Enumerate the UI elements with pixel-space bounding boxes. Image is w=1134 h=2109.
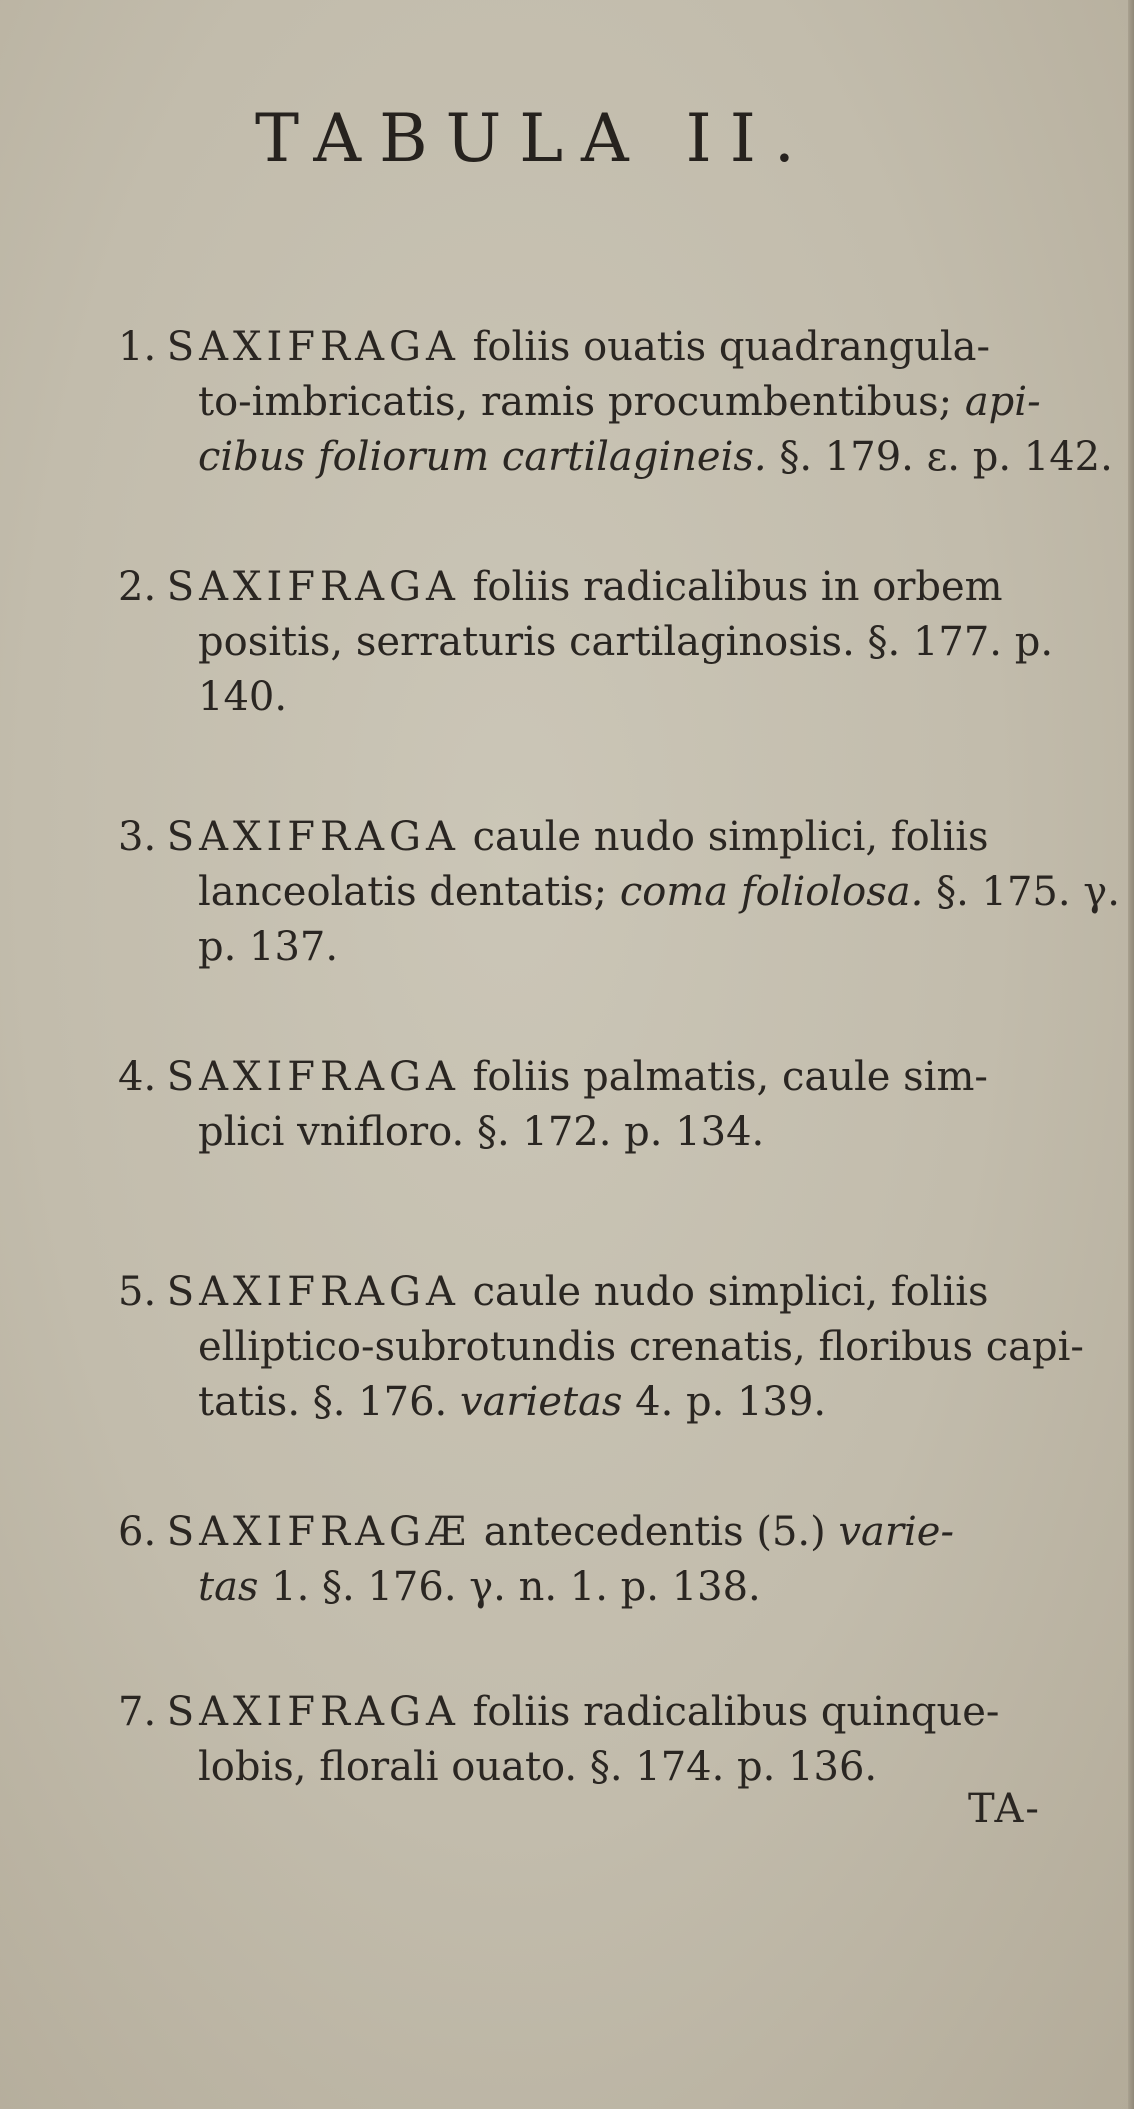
entry-first-line bbox=[118, 560, 1078, 615]
entry-number: 5. bbox=[118, 1269, 157, 1315]
entry-name: SAXIFRAGA bbox=[166, 814, 460, 860]
entry-number: 2. bbox=[118, 564, 157, 610]
entry-italic-text: varie- bbox=[838, 1509, 954, 1555]
entry-line: positis, serraturis cartilaginosis. §. 177. p. bbox=[198, 619, 1054, 665]
page-edge bbox=[1128, 0, 1134, 2109]
entry-text: caule nudo simplici, foliis bbox=[472, 814, 989, 860]
entry-first-line bbox=[118, 810, 1078, 865]
entry-number: 1. bbox=[118, 324, 157, 370]
entry-text: tatis. §. 176. bbox=[198, 1379, 448, 1425]
list-item bbox=[118, 320, 1113, 485]
entry-number: 7. bbox=[118, 1689, 157, 1735]
entry-number: 6. bbox=[118, 1509, 157, 1555]
entry-text: to-imbricatis, ramis procumbentibus; bbox=[198, 379, 953, 425]
entry-name: SAXIFRAGA bbox=[166, 1269, 460, 1315]
entry-line: lobis, florali ouato. §. 174. p. 136. bbox=[198, 1744, 878, 1790]
entry-line: 140. bbox=[198, 674, 288, 720]
list-item bbox=[118, 560, 1078, 725]
entry-first-line bbox=[118, 1505, 1078, 1560]
entry-text: foliis palmatis, caule sim- bbox=[472, 1054, 988, 1100]
entry-line bbox=[118, 1375, 1078, 1430]
entry-text: foliis radicalibus in orbem bbox=[472, 564, 1003, 610]
entry-text: foliis ouatis quadrangula- bbox=[472, 324, 990, 370]
entry-reference: §. 179. ε. p. 142. bbox=[779, 434, 1113, 480]
entry-italic-text: coma foliolosa. bbox=[619, 869, 924, 915]
entry-reference: §. 175. γ. bbox=[936, 869, 1120, 915]
entry-name: SAXIFRAGA bbox=[166, 564, 460, 610]
entry-italic-text: api- bbox=[964, 379, 1041, 425]
entry-name: SAXIFRAGA bbox=[166, 1054, 460, 1100]
entry-name: SAXIFRAGÆ bbox=[166, 1509, 472, 1555]
entry-reference: 1. §. 176. γ. n. 1. p. 138. bbox=[271, 1564, 761, 1610]
entry-line: p. 137. bbox=[198, 924, 339, 970]
entry-text: caule nudo simplici, foliis bbox=[472, 1269, 989, 1315]
entry-line bbox=[118, 865, 1120, 920]
entry-line bbox=[118, 1560, 1078, 1615]
entry-italic-text: varietas bbox=[459, 1379, 623, 1425]
entry-name: SAXIFRAGA bbox=[166, 324, 460, 370]
entry-number: 4. bbox=[118, 1054, 157, 1100]
page-title: TABULA II. bbox=[255, 100, 813, 177]
entry-line: elliptico-subrotundis crenatis, floribus capi- bbox=[198, 1324, 1084, 1370]
entry-line bbox=[118, 430, 1113, 485]
entry-line: plici vnifloro. §. 172. p. 134. bbox=[198, 1109, 765, 1155]
entry-reference: 4. p. 139. bbox=[635, 1379, 827, 1425]
entry-first-line bbox=[118, 1265, 1078, 1320]
list-item bbox=[118, 1505, 1078, 1615]
list-item bbox=[118, 1265, 1084, 1430]
entry-line bbox=[118, 375, 1078, 430]
entry-italic-text: tas bbox=[198, 1564, 259, 1610]
list-item bbox=[118, 1050, 1078, 1160]
entry-first-line bbox=[118, 320, 1078, 375]
entry-number: 3. bbox=[118, 814, 157, 860]
entry-italic-text: cibus foliorum cartilagineis. bbox=[198, 434, 767, 480]
list-item bbox=[118, 1685, 1078, 1795]
entry-text: antecedentis (5.) bbox=[483, 1509, 826, 1555]
catchword: TA- bbox=[968, 1786, 1041, 1832]
entry-name: SAXIFRAGA bbox=[166, 1689, 460, 1735]
entry-first-line bbox=[118, 1685, 1078, 1740]
entry-text: lanceolatis dentatis; bbox=[198, 869, 608, 915]
entry-text: foliis radicalibus quinque- bbox=[472, 1689, 1000, 1735]
list-item bbox=[118, 810, 1120, 975]
entry-first-line bbox=[118, 1050, 1078, 1105]
